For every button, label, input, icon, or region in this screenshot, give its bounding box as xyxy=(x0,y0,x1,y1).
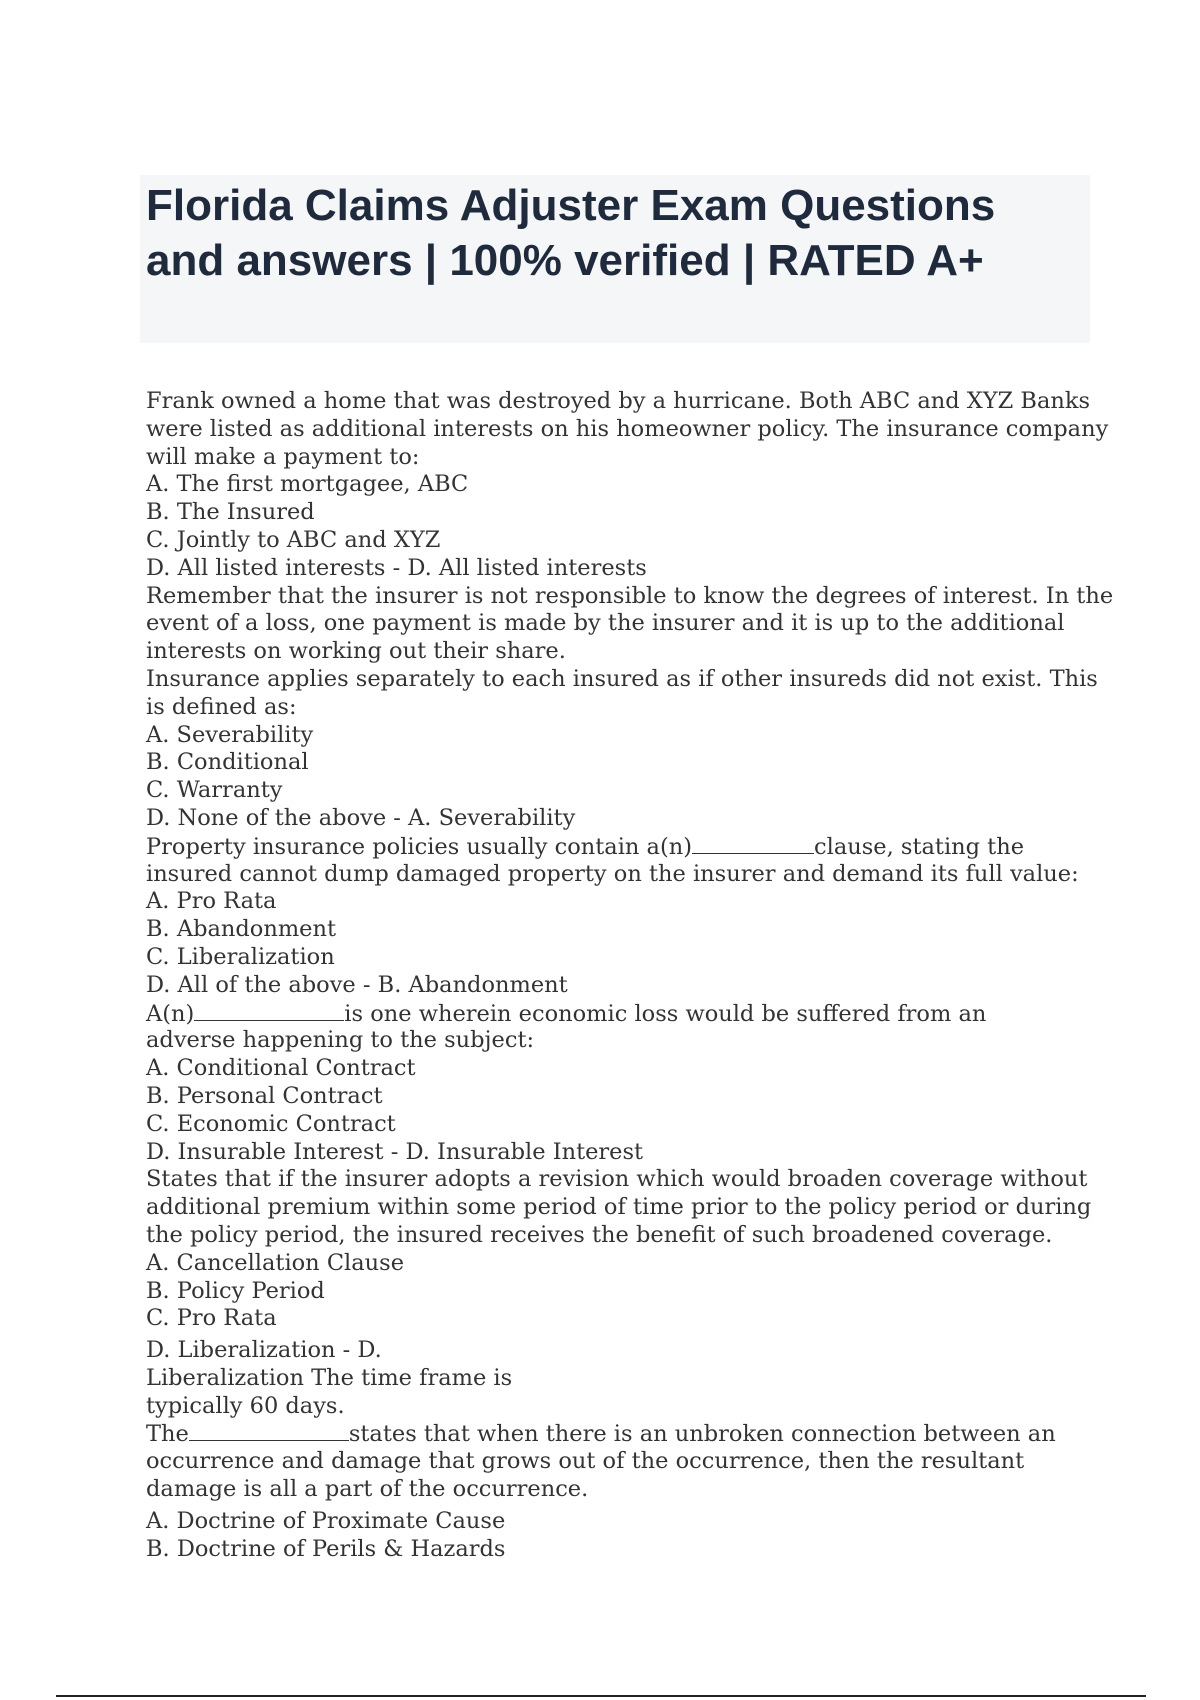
text-line xyxy=(146,1420,1086,1448)
answer-option: D. All of the above - B. Abandonment xyxy=(146,971,568,998)
answer-option: A. Cancellation Clause xyxy=(146,1249,405,1276)
answer-option: B. Personal Contract xyxy=(146,1082,383,1109)
answer-option: D. All listed interests - D. All listed interests xyxy=(146,554,647,581)
text-line: adverse happening to the subject: xyxy=(146,1027,535,1054)
text-line: Frank owned a home that was destroyed by a hurricane. Both ABC and XYZ Banks xyxy=(146,388,1091,414)
answer-option: A. Conditional Contract xyxy=(146,1055,416,1082)
answer-option: B. Conditional xyxy=(146,749,309,776)
text-line: damage is all a part of the occurrence. xyxy=(146,1476,589,1503)
answer-option: C. Economic Contract xyxy=(146,1110,396,1137)
answer-option: B. The Insured xyxy=(146,499,315,526)
text-line: typically 60 days. xyxy=(146,1392,345,1419)
text-segment: is one wherein economic loss would be suffered from an xyxy=(344,1000,987,1027)
text-line: occurrence and damage that grows out of the occurrence, then the resultant xyxy=(146,1448,1025,1475)
answer-option: A. The first mortgagee, ABC xyxy=(146,471,469,498)
text-segment: states that when there is an unbroken connection between an xyxy=(348,1421,1056,1448)
answer-option: C. Pro Rata xyxy=(146,1305,277,1332)
text-line: the policy period, the insured receives the benefit of such broadened coverage. xyxy=(146,1221,1053,1248)
title-line-1: Florida Claims Adjuster Exam Questions xyxy=(146,181,996,230)
fill-in-blank xyxy=(194,1000,344,1021)
text-line: is defined as: xyxy=(146,693,297,720)
text-segment: A(n) xyxy=(146,1000,195,1027)
answer-option: C. Jointly to ABC and XYZ xyxy=(146,526,441,553)
answer-option: A. Pro Rata xyxy=(146,888,277,915)
answer-option: D. Insurable Interest - D. Insurable Interest xyxy=(146,1138,644,1165)
text-segment: clause, stating the xyxy=(814,833,1025,860)
answer-option: B. Policy Period xyxy=(146,1277,325,1304)
text-line: were listed as additional interests on his homeowner policy. The insurance company xyxy=(146,415,1109,442)
answer-option: B. Abandonment xyxy=(146,916,337,943)
fill-in-blank xyxy=(189,1420,349,1441)
answer-option: C. Liberalization xyxy=(146,943,335,970)
text-segment: The xyxy=(146,1421,189,1448)
answer-option: A. Doctrine of Proximate Cause xyxy=(146,1507,506,1534)
answer-option: D. Liberalization - D. xyxy=(146,1337,382,1364)
answer-option: A. Severability xyxy=(146,721,314,748)
text-line: Insurance applies separately to each insured as if other insureds did not exist. This xyxy=(146,665,1098,692)
text-line: insured cannot dump damaged property on the insurer and demand its full value: xyxy=(146,860,1079,887)
text-line: Liberalization The time frame is xyxy=(146,1364,513,1391)
document-title xyxy=(146,178,1086,288)
footer-divider xyxy=(56,1695,1146,1697)
text-line xyxy=(146,1000,1086,1028)
text-line: interests on working out their share. xyxy=(146,638,566,665)
answer-option: D. None of the above - A. Severability xyxy=(146,804,576,831)
text-segment: Property insurance policies usually contain a(n) xyxy=(146,833,693,860)
answer-option: C. Warranty xyxy=(146,777,283,804)
text-line xyxy=(146,833,1086,861)
text-line: will make a payment to: xyxy=(146,443,420,470)
text-line: additional premium within some period of time prior to the policy period or during xyxy=(146,1194,1092,1221)
fill-in-blank xyxy=(692,833,814,854)
text-line: States that if the insurer adopts a revision which would broaden coverage without xyxy=(146,1166,1088,1193)
answer-option: B. Doctrine of Perils & Hazards xyxy=(146,1535,506,1562)
text-line: Remember that the insurer is not responsible to know the degrees of interest. In the xyxy=(146,582,1114,609)
text-line: event of a loss, one payment is made by the insurer and it is up to the additional xyxy=(146,610,1065,637)
title-line-2: and answers | 100% verified | RATED A+ xyxy=(146,236,984,285)
document-body xyxy=(146,388,1114,1563)
